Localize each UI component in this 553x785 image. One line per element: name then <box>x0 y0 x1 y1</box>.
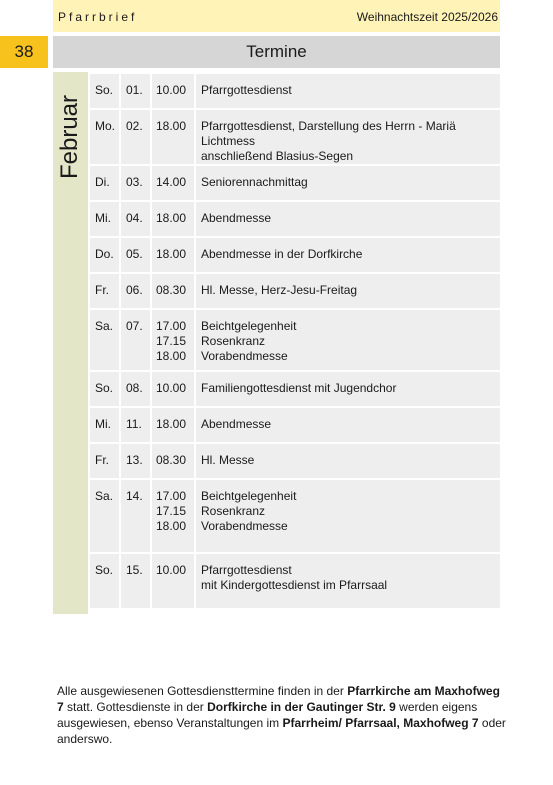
month-label: Februar <box>56 94 83 180</box>
event-times <box>151 479 195 553</box>
event-day: 07. <box>120 309 151 371</box>
event-description-line: Hl. Messe, Herz-Jesu-Freitag <box>201 283 358 297</box>
footer-text-3: werden eigens ausgewiesen, ebenso Veranstaltungen im <box>57 700 478 730</box>
event-description-line: Hl. Messe <box>201 453 255 467</box>
event-description <box>195 371 501 407</box>
event-description-line: Pfarrgottesdienst <box>201 563 292 577</box>
issue-title: Weihnachtszeit 2025/2026 <box>356 10 498 24</box>
event-description <box>195 201 501 237</box>
event-description-line: Vorabendmesse <box>201 519 288 533</box>
event-schedule <box>88 72 502 610</box>
event-day: 11. <box>120 407 151 443</box>
event-description <box>195 309 501 371</box>
event-description-line: Rosenkranz <box>201 504 266 518</box>
event-weekday: Fr. <box>89 273 120 309</box>
page-number: 38 <box>0 36 48 68</box>
event-description-line: Rosenkranz <box>201 334 266 348</box>
footer-note <box>57 683 507 747</box>
event-row <box>89 201 501 237</box>
event-weekday: Mi. <box>89 407 120 443</box>
section-title: Termine <box>53 36 500 68</box>
event-description-line: Beichtgelegenheit <box>201 489 297 503</box>
event-row <box>89 109 501 165</box>
event-description-line: mit Kindergottesdienst im Pfarrsaal <box>201 578 388 592</box>
event-description <box>195 165 501 201</box>
event-weekday: So. <box>89 553 120 609</box>
event-description <box>195 553 501 609</box>
event-description <box>195 443 501 479</box>
event-day: 06. <box>120 273 151 309</box>
event-description-line: Seniorennachmittag <box>201 175 308 189</box>
event-time: 14.00 <box>156 175 187 189</box>
event-times <box>151 443 195 479</box>
month-column <box>53 72 88 614</box>
event-times <box>151 201 195 237</box>
event-row <box>89 165 501 201</box>
event-time: 17.15 <box>156 504 187 518</box>
event-day: 14. <box>120 479 151 553</box>
event-description <box>195 407 501 443</box>
event-time: 17.00 <box>156 489 187 503</box>
event-time: 17.15 <box>156 334 187 348</box>
footer-bold-dorfkirche: Dorfkirche in der Gautinger Str. 9 <box>207 700 396 714</box>
footer-text-2: statt. Gottesdienste in der <box>63 700 208 714</box>
event-day: 02. <box>120 109 151 165</box>
event-time: 10.00 <box>156 83 187 97</box>
event-weekday: Fr. <box>89 443 120 479</box>
event-description-line: Pfarrgottesdienst, Darstellung des Herrn - Mariä Lichtmess <box>201 119 456 148</box>
event-time: 08.30 <box>156 453 187 467</box>
event-description-line: Abendmesse <box>201 211 272 225</box>
event-time: 08.30 <box>156 283 187 297</box>
event-times <box>151 273 195 309</box>
footer-text-1: Alle ausgewiesenen Gottesdiensttermine finden in der <box>57 684 348 698</box>
event-row <box>89 273 501 309</box>
event-time: 18.00 <box>156 211 187 225</box>
event-row <box>89 407 501 443</box>
event-time: 10.00 <box>156 381 187 395</box>
event-row <box>89 73 501 109</box>
event-weekday: So. <box>89 73 120 109</box>
event-weekday: Mi. <box>89 201 120 237</box>
event-description-line: Vorabendmesse <box>201 349 288 363</box>
event-times <box>151 407 195 443</box>
event-times <box>151 371 195 407</box>
event-row <box>89 553 501 609</box>
event-day: 15. <box>120 553 151 609</box>
event-time: 18.00 <box>156 417 187 431</box>
event-day: 01. <box>120 73 151 109</box>
event-description-line: Pfarrgottesdienst <box>201 83 292 97</box>
event-weekday: So. <box>89 371 120 407</box>
event-times <box>151 309 195 371</box>
event-day: 13. <box>120 443 151 479</box>
page-header <box>53 0 500 32</box>
event-times <box>151 553 195 609</box>
event-time: 18.00 <box>156 247 187 261</box>
event-row <box>89 237 501 273</box>
event-description-line: anschließend Blasius-Segen <box>201 149 354 163</box>
event-weekday: Do. <box>89 237 120 273</box>
event-weekday: Sa. <box>89 479 120 553</box>
event-weekday: Di. <box>89 165 120 201</box>
event-row <box>89 371 501 407</box>
publication-title: Pfarrbrief <box>58 10 138 24</box>
event-time: 18.00 <box>156 519 187 533</box>
event-time: 18.00 <box>156 349 187 363</box>
event-description-line: Familiengottesdienst mit Jugendchor <box>201 381 397 395</box>
event-description <box>195 237 501 273</box>
event-weekday: Mo. <box>89 109 120 165</box>
event-description-line: Abendmesse <box>201 417 272 431</box>
event-day: 04. <box>120 201 151 237</box>
event-time: 17.00 <box>156 319 187 333</box>
event-description <box>195 479 501 553</box>
event-description <box>195 273 501 309</box>
footer-bold-pfarrkirche: Pfarrkirche am Maxhofweg 7 <box>57 684 500 714</box>
event-time: 10.00 <box>156 563 187 577</box>
event-weekday: Sa. <box>89 309 120 371</box>
event-row <box>89 309 501 371</box>
event-row <box>89 479 501 553</box>
footer-text-4: oder anderswo. <box>57 716 506 746</box>
event-time: 18.00 <box>156 119 187 133</box>
event-description-line: Abendmesse in der Dorfkirche <box>201 247 363 261</box>
event-times <box>151 165 195 201</box>
event-day: 05. <box>120 237 151 273</box>
event-description-line: Beichtgelegenheit <box>201 319 297 333</box>
event-description <box>195 109 501 165</box>
event-times <box>151 109 195 165</box>
event-row <box>89 443 501 479</box>
footer-bold-pfarrheim: Pfarrheim/ Pfarrsaal, Maxhofweg 7 <box>282 716 479 730</box>
event-day: 03. <box>120 165 151 201</box>
event-description <box>195 73 501 109</box>
event-times <box>151 237 195 273</box>
event-day: 08. <box>120 371 151 407</box>
event-times <box>151 73 195 109</box>
